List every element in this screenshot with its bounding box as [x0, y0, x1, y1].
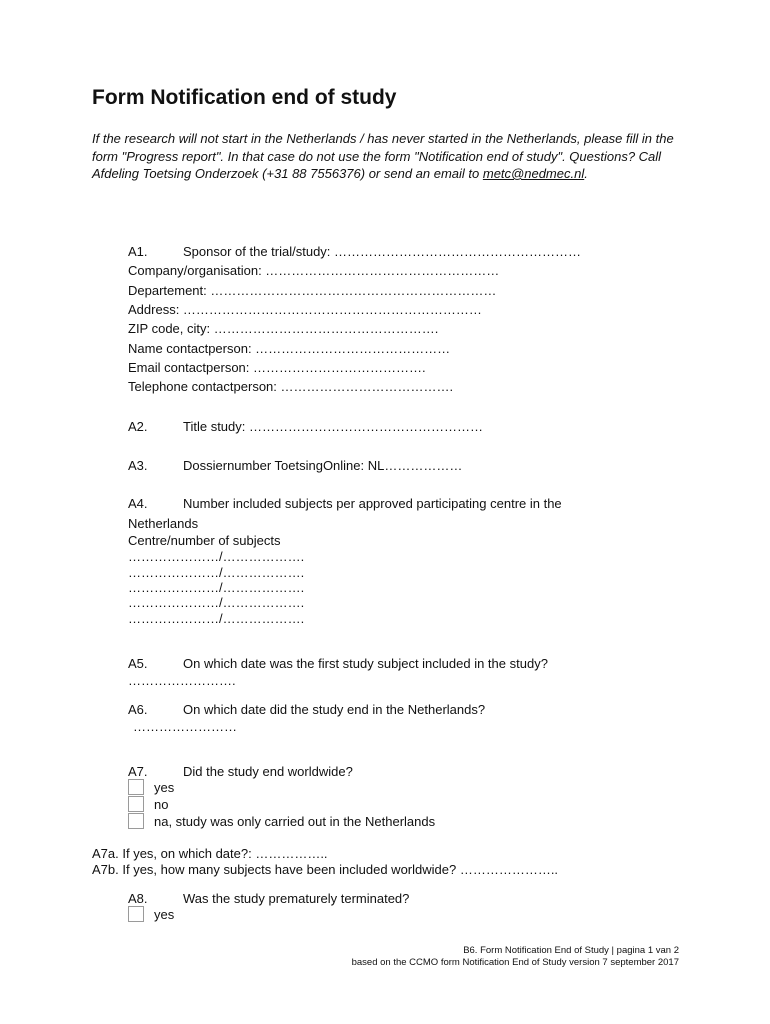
a5-answer[interactable]: ……………………. [128, 673, 236, 688]
a8-question [128, 890, 409, 907]
intro-end: . [584, 166, 588, 181]
a1-sponsor-label: Sponsor of the trial/study: ………………………………………………… [183, 244, 582, 259]
a6-label: On which date did the study end in the Netherlands? [183, 702, 486, 717]
a5-number: A5. [128, 656, 148, 671]
a4-question [128, 495, 562, 512]
a2-label: Title study: ……………………………………………… [183, 419, 483, 434]
a8-number: A8. [128, 891, 148, 906]
a8-yes-checkbox[interactable] [128, 906, 144, 922]
a6-number: A6. [128, 702, 148, 717]
a7-question [128, 763, 353, 780]
a1-contact-email[interactable]: Email contactperson: …………………………………. [128, 360, 426, 375]
page-title: Form Notification end of study [92, 86, 397, 109]
a8-label: Was the study prematurely terminated? [183, 891, 410, 906]
a3-dossiernumber[interactable] [128, 457, 462, 474]
a7a-question[interactable]: A7a. If yes, on which date?: …………….. [92, 846, 328, 861]
a5-question [128, 655, 548, 672]
a7-yes-checkbox[interactable] [128, 779, 144, 795]
footer-version: based on the CCMO form Notification End of Study version 7 september 2017 [351, 957, 679, 968]
a1-department[interactable]: Departement: ………………………………………………………… [128, 283, 497, 298]
footer-page-info: B6. Form Notification End of Study | pagina 1 van 2 [463, 945, 679, 956]
intro-text: If the research will not start in the Netherlands / has never started in the Netherlands, please fill in the form "Progress report". In that case do not use the form "Notification end of study". Questions? Call Afdeling Toetsing Onderzoek (+31 88 7556376) or send an email to [92, 131, 674, 181]
a3-number: A3. [128, 458, 148, 473]
a1-address[interactable]: Address: …………………………………………………………… [128, 302, 482, 317]
a2-number: A2. [128, 419, 148, 434]
a1-zip[interactable]: ZIP code, city: ……………………………………………. [128, 321, 439, 336]
a4-header: Centre/number of subjects [128, 533, 281, 548]
a4-row[interactable]: …………………/………………. [128, 580, 305, 595]
a4-number: A4. [128, 496, 148, 511]
a3-label: Dossiernumber ToetsingOnline: NL……………… [183, 458, 463, 473]
a4-label-cont: Netherlands [128, 516, 199, 531]
intro-paragraph [92, 130, 692, 183]
a7-no-checkbox[interactable] [128, 796, 144, 812]
a5-label: On which date was the first study subject included in the study? [183, 656, 548, 671]
a7b-question[interactable]: A7b. If yes, how many subjects have been included worldwide? ………………….. [92, 862, 559, 877]
a7-yes-label: yes [154, 780, 175, 795]
a1-number: A1. [128, 244, 148, 259]
a4-row[interactable]: …………………/………………. [128, 595, 305, 610]
a7-number: A7. [128, 764, 148, 779]
a7-na-label: na, study was only carried out in the Netherlands [154, 814, 436, 829]
a7-no-label: no [154, 797, 169, 812]
a4-row[interactable]: …………………/………………. [128, 549, 305, 564]
email-link[interactable]: metc@nedmec.nl [482, 166, 585, 181]
a4-label: Number included subjects per approved participating centre in the [183, 496, 562, 511]
a7-na-checkbox[interactable] [128, 813, 144, 829]
a6-answer[interactable]: …………………… [133, 719, 237, 734]
a4-row[interactable]: …………………/………………. [128, 611, 305, 626]
a1-sponsor[interactable] [128, 243, 581, 260]
a4-row[interactable]: …………………/………………. [128, 565, 305, 580]
a1-contact-phone[interactable]: Telephone contactperson: …………………………………. [128, 379, 454, 394]
a7-label: Did the study end worldwide? [183, 764, 353, 779]
a6-question [128, 701, 485, 718]
a1-company[interactable]: Company/organisation: ……………………………………………… [128, 263, 500, 278]
a2-title-study[interactable] [128, 418, 483, 435]
a8-yes-label: yes [154, 907, 175, 922]
a1-contact-name[interactable]: Name contactperson: ……………………………………… [128, 341, 451, 356]
